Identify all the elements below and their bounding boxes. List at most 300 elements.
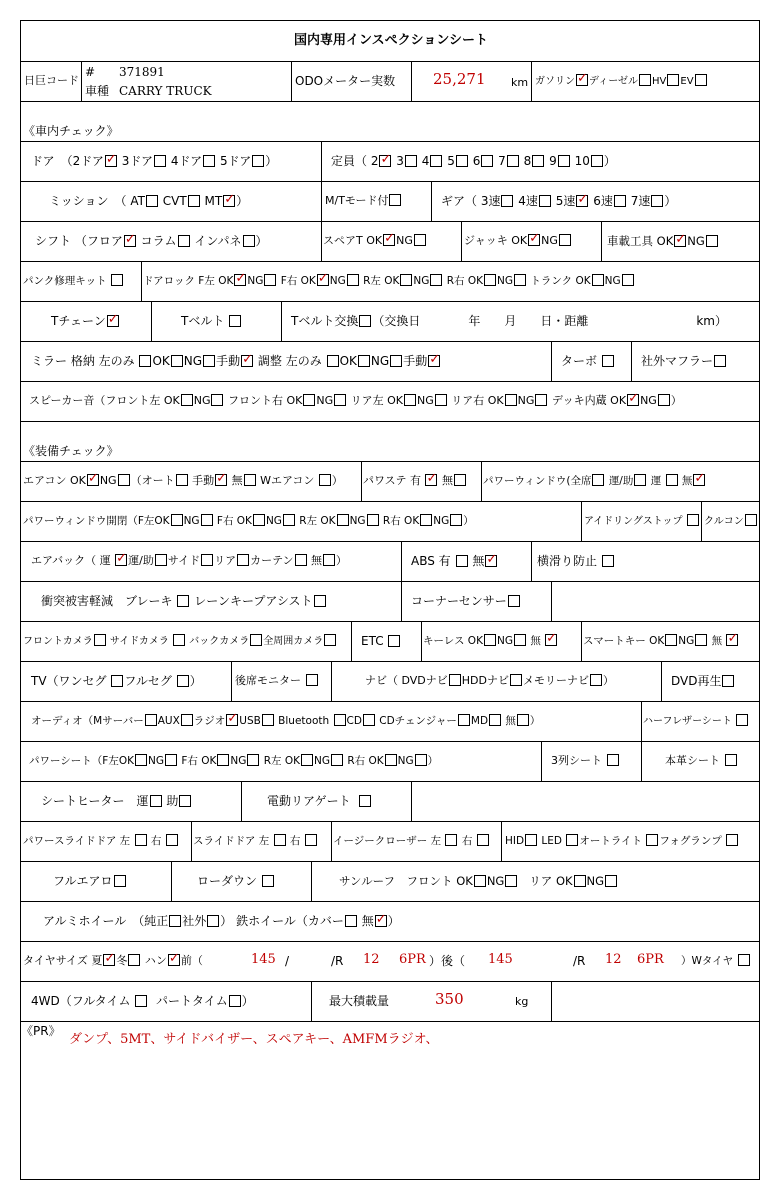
- slide-right[interactable]: [305, 834, 317, 846]
- door-4-checkbox[interactable]: [203, 155, 215, 167]
- shift-row: [35, 234, 268, 248]
- wheel-row: [43, 914, 400, 928]
- col-divider: [531, 61, 532, 101]
- alu-genuine[interactable]: [169, 915, 181, 927]
- led-checkbox[interactable]: [566, 834, 578, 846]
- power-seat-rl-ng[interactable]: [331, 754, 343, 766]
- gear-5-checkbox[interactable]: [576, 195, 588, 207]
- audio-mserver-label: オーディオ（Mサーバー: [31, 715, 144, 727]
- audio-usb[interactable]: [262, 714, 274, 726]
- dvd-play-label: DVD再生: [671, 674, 722, 688]
- fuel-hv-checkbox[interactable]: [667, 74, 679, 86]
- puncture-label: パンク修理キット: [23, 275, 107, 287]
- third-row-checkbox[interactable]: [607, 754, 619, 766]
- power-seat-rr-ng[interactable]: [415, 754, 427, 766]
- airbag-side[interactable]: [201, 554, 213, 566]
- alu-aftermarket[interactable]: [207, 915, 219, 927]
- odo-unit: km: [511, 76, 529, 89]
- hid-label: HID: [505, 835, 525, 847]
- smartkey-ng[interactable]: [695, 634, 707, 646]
- close-paren: ）: [336, 554, 348, 567]
- audio-cd-changer[interactable]: [458, 714, 470, 726]
- gear-3-checkbox[interactable]: [501, 195, 513, 207]
- aircon-auto[interactable]: [176, 474, 188, 486]
- pw-open-rr-ng[interactable]: [450, 514, 462, 526]
- steel-cover[interactable]: [345, 915, 357, 927]
- audio-bt[interactable]: [334, 714, 346, 726]
- floor-checkbox[interactable]: [124, 235, 136, 247]
- slide-left[interactable]: [274, 834, 286, 846]
- aircon-manual[interactable]: [215, 474, 227, 486]
- col-divider: [581, 501, 582, 541]
- speaker-rl-ok[interactable]: [404, 394, 416, 406]
- doorlock-fl-ok[interactable]: [234, 274, 246, 286]
- close-paren: ）: [331, 474, 343, 487]
- doorlock-rl-ok[interactable]: [400, 274, 412, 286]
- speaker-fr-ok[interactable]: [303, 394, 315, 406]
- bt-label: Bluetooth: [278, 715, 330, 727]
- cruise-checkbox[interactable]: [745, 514, 757, 526]
- powersteer-yes[interactable]: [425, 474, 437, 486]
- cruise-row: [704, 514, 758, 529]
- w-aircon-checkbox[interactable]: [319, 474, 331, 486]
- none-label: 無: [505, 715, 516, 727]
- tbelt-row: [181, 314, 242, 328]
- airbag-curtain[interactable]: [295, 554, 307, 566]
- heater-pass[interactable]: [179, 795, 191, 807]
- col-divider: [551, 341, 552, 381]
- rear-monitor-checkbox[interactable]: [306, 674, 318, 686]
- col-divider: [81, 61, 82, 101]
- aircon-ok[interactable]: [87, 474, 99, 486]
- right-label: 右: [150, 835, 162, 847]
- pw-open-fr-ng[interactable]: [283, 514, 295, 526]
- seat-checkbox[interactable]: [481, 155, 493, 167]
- turbo-checkbox[interactable]: [602, 355, 614, 367]
- ng-label: NG: [486, 874, 505, 888]
- power-seat-fl-ok[interactable]: [135, 754, 147, 766]
- ng-label: NG: [316, 394, 334, 407]
- doorlock-fl-ng[interactable]: [264, 274, 276, 286]
- close-paren: ）: [427, 755, 439, 767]
- ok-label: OK: [339, 354, 357, 368]
- lane-checkbox[interactable]: [314, 595, 326, 607]
- row-divider: [21, 741, 759, 742]
- collision-checkbox[interactable]: [177, 595, 189, 607]
- collision-row: [41, 594, 327, 608]
- jack-ng-checkbox[interactable]: [559, 234, 571, 246]
- autolight-checkbox[interactable]: [646, 834, 658, 846]
- col-divider: [401, 541, 402, 581]
- aux-label: AUX: [157, 715, 180, 727]
- row-divider: [21, 141, 759, 142]
- jack-label: ジャッキ OK: [464, 234, 528, 247]
- gear-4-checkbox[interactable]: [539, 195, 551, 207]
- navi-hdd[interactable]: [510, 674, 522, 686]
- cvt-label: CVT: [162, 194, 187, 208]
- muffler-label: 社外マフラー: [641, 354, 714, 368]
- fourwd-parttime[interactable]: [229, 995, 241, 1007]
- speaker-fr-ng[interactable]: [334, 394, 346, 406]
- fuel-hv-label: HV: [652, 76, 667, 87]
- gear-row: [441, 194, 676, 208]
- airbag-rear[interactable]: [237, 554, 249, 566]
- audio-row: [31, 714, 540, 728]
- rear-monitor-row: [235, 674, 319, 688]
- trunk-ng[interactable]: [622, 274, 634, 286]
- muffler-checkbox[interactable]: [714, 355, 726, 367]
- easy-closer-right[interactable]: [477, 834, 489, 846]
- navi-mem[interactable]: [590, 674, 602, 686]
- aircon-label: エアコン OK: [23, 474, 86, 487]
- doorlock-fr-ng[interactable]: [347, 274, 359, 286]
- idle-stop-row: [584, 514, 700, 529]
- right-label: 右: [461, 835, 473, 847]
- skid-label: 横滑り防止: [537, 554, 598, 568]
- ng-label: NG: [586, 874, 605, 888]
- speaker-deck-ng[interactable]: [658, 394, 670, 406]
- airbag-drv[interactable]: [115, 554, 127, 566]
- tire-han[interactable]: [168, 954, 180, 966]
- half-leather-row: [643, 714, 749, 729]
- fuel-diesel-label: ディーゼル: [589, 76, 638, 87]
- leather-checkbox[interactable]: [725, 754, 737, 766]
- row-divider: [21, 621, 759, 622]
- seat-checkbox[interactable]: [507, 155, 519, 167]
- smartkey-row: [583, 634, 739, 648]
- tire-r-label: /R: [573, 954, 586, 968]
- skid-row: [537, 554, 615, 568]
- fourwd-fulltime[interactable]: [135, 995, 147, 1007]
- row-divider: [21, 101, 759, 102]
- side-label: サイド: [167, 554, 201, 567]
- close-paren: ）: [603, 674, 614, 687]
- etc-checkbox[interactable]: [388, 635, 400, 647]
- dvd-play-checkbox[interactable]: [722, 675, 734, 687]
- ng-label: NG: [99, 474, 117, 487]
- hid-checkbox[interactable]: [525, 834, 537, 846]
- col-divider: [311, 981, 312, 1021]
- seat-num: 9: [549, 154, 557, 168]
- door-5-checkbox[interactable]: [252, 155, 264, 167]
- pass-label: 助: [166, 794, 179, 808]
- fuel-ev-checkbox[interactable]: [695, 74, 707, 86]
- col-divider: [411, 61, 412, 101]
- rear-gate-row: [267, 794, 372, 808]
- pw-open-fl-label: パワーウィンドウ開閉（F左OK: [23, 515, 170, 527]
- leather-row: [665, 754, 738, 768]
- rear-gate-checkbox[interactable]: [359, 795, 371, 807]
- mirror-adjust-ok[interactable]: [358, 355, 370, 367]
- spare-ng-checkbox[interactable]: [414, 234, 426, 246]
- at-checkbox[interactable]: [146, 195, 158, 207]
- lowdown-checkbox[interactable]: [262, 875, 274, 887]
- mirror-adjust-checkbox[interactable]: [327, 355, 339, 367]
- idle-stop-checkbox[interactable]: [687, 514, 699, 526]
- ng-label: NG: [687, 234, 705, 248]
- close-paren: ）: [664, 194, 677, 208]
- half-leather-checkbox[interactable]: [736, 714, 748, 726]
- tbelt-change-detail: （交換日 年 月 日・距離 km）: [372, 314, 727, 328]
- pw-open-fl-ng[interactable]: [201, 514, 213, 526]
- seat-2-checkbox[interactable]: [379, 155, 391, 167]
- inpane-checkbox[interactable]: [243, 235, 255, 247]
- side-cam-checkbox[interactable]: [173, 634, 185, 646]
- skid-checkbox[interactable]: [602, 555, 614, 567]
- jack-ok-checkbox[interactable]: [528, 234, 540, 246]
- easy-closer-left[interactable]: [445, 834, 457, 846]
- side-cam-label: サイドカメラ: [109, 636, 169, 647]
- door-2-checkbox[interactable]: [105, 155, 117, 167]
- md-label: MD: [470, 715, 489, 727]
- sunroof-rear-ng[interactable]: [605, 875, 617, 887]
- drv-label: 運: [650, 475, 662, 487]
- spare-ok-checkbox[interactable]: [383, 234, 395, 246]
- doorlock-fr-ok[interactable]: [317, 274, 329, 286]
- smartkey-none[interactable]: [726, 634, 738, 646]
- power-seat-fr-ng[interactable]: [247, 754, 259, 766]
- seat-checkbox[interactable]: [430, 155, 442, 167]
- parttime-label: パートタイム: [156, 994, 228, 1008]
- airbag-none[interactable]: [323, 554, 335, 566]
- pw-open-rl-ok[interactable]: [337, 514, 349, 526]
- col-divider: [551, 981, 552, 1021]
- mt-checkbox[interactable]: [223, 195, 235, 207]
- audio-mserver[interactable]: [145, 714, 157, 726]
- none-label: 無: [231, 474, 243, 487]
- col-divider: [701, 501, 702, 541]
- power-seat-row: [29, 754, 438, 768]
- keyless-ok[interactable]: [484, 634, 496, 646]
- fuel-gas-checkbox[interactable]: [576, 74, 588, 86]
- full-aero-checkbox[interactable]: [114, 875, 126, 887]
- gear-7-checkbox[interactable]: [651, 195, 663, 207]
- auto-label: （オート: [130, 474, 175, 487]
- speaker-fl-ng[interactable]: [211, 394, 223, 406]
- gear-7-label: 7速: [630, 194, 651, 208]
- sunroof-front-ng[interactable]: [505, 875, 517, 887]
- han-label: ハン: [144, 954, 167, 967]
- power-seat-rl-ok[interactable]: [301, 754, 313, 766]
- audio-md[interactable]: [489, 714, 501, 726]
- tchain-checkbox[interactable]: [107, 315, 119, 327]
- tire-winter[interactable]: [128, 954, 140, 966]
- foglamp-checkbox[interactable]: [726, 834, 738, 846]
- manual-label: 手動: [216, 354, 241, 368]
- steel-none[interactable]: [375, 915, 387, 927]
- keyless-none[interactable]: [545, 634, 557, 646]
- mirror-fold-manual[interactable]: [241, 355, 253, 367]
- col-divider: [481, 461, 482, 501]
- light-row: [505, 834, 739, 848]
- easy-closer-row: [333, 834, 490, 848]
- full-aero-row: [53, 874, 127, 888]
- collision-label: 衝突被害軽減 ブレーキ: [41, 594, 173, 608]
- pw-open-rl-label: R左 OK: [299, 515, 336, 527]
- col-divider: [421, 621, 422, 661]
- pw-open-fr-label: F右 OK: [216, 515, 252, 527]
- tire-summer[interactable]: [103, 954, 115, 966]
- puncture-checkbox[interactable]: [111, 274, 123, 286]
- speaker-deck-ok[interactable]: [627, 394, 639, 406]
- trunk-ok[interactable]: [592, 274, 604, 286]
- pw-none[interactable]: [693, 474, 705, 486]
- tire-row: [23, 954, 203, 968]
- none-label: 無: [530, 635, 541, 647]
- cvt-checkbox[interactable]: [188, 195, 200, 207]
- rear-label: リア: [214, 554, 237, 567]
- p-slide-right[interactable]: [166, 834, 178, 846]
- rear-gate-label: 電動リアゲート: [267, 794, 351, 808]
- drv-pass-label: 運/助: [608, 475, 634, 487]
- mirror-fold-ng[interactable]: [203, 355, 215, 367]
- navi-hdd-label: HDDナビ: [461, 674, 509, 687]
- close-paren: ）: [463, 515, 474, 527]
- seat-checkbox[interactable]: [558, 155, 570, 167]
- around-cam-checkbox[interactable]: [324, 634, 336, 646]
- row-divider: [21, 381, 759, 382]
- row-divider: [21, 61, 759, 62]
- power-seat-fr-label: F右 OK: [181, 755, 217, 767]
- smartkey-ok[interactable]: [665, 634, 677, 646]
- mirror-fold-checkbox[interactable]: [139, 355, 151, 367]
- shift-floor-label: シフト （フロア: [35, 234, 123, 248]
- column-checkbox[interactable]: [178, 235, 190, 247]
- alu-genuine-label: アルミホイール （純正: [43, 914, 169, 928]
- usb-label: USB: [239, 715, 261, 727]
- trunk-label: トランク OK: [530, 275, 591, 287]
- row-divider: [21, 701, 759, 702]
- tire-summer-label: タイヤサイズ 夏: [23, 954, 103, 967]
- heater-drv-label: シートヒーター 運: [41, 794, 149, 808]
- speaker-rr-ok[interactable]: [505, 394, 517, 406]
- seat-checkbox[interactable]: [405, 155, 417, 167]
- abs-none[interactable]: [485, 555, 497, 567]
- ok-label: OK: [152, 354, 170, 368]
- fuel-options: [535, 74, 708, 89]
- dvd-play-row: [671, 674, 735, 688]
- seats-row: [331, 154, 616, 168]
- pw-open-fl-ok[interactable]: [171, 514, 183, 526]
- doorlock-rl-ng[interactable]: [430, 274, 442, 286]
- mirror-adjust-ng[interactable]: [390, 355, 402, 367]
- full-aero-label: フルエアロ: [53, 874, 113, 888]
- airbag-drv-pass[interactable]: [155, 554, 167, 566]
- back-cam-checkbox[interactable]: [250, 634, 262, 646]
- id-label: #: [85, 65, 96, 79]
- none-label: 無: [361, 914, 374, 928]
- easy-closer-left-label: イージークローザー 左: [333, 835, 442, 847]
- mirror-row: [31, 354, 441, 368]
- tbelt-checkbox[interactable]: [229, 315, 241, 327]
- pw-open-rl-ng[interactable]: [367, 514, 379, 526]
- ng-label: NG: [496, 635, 513, 647]
- power-seat-rr-label: R右 OK: [347, 755, 384, 767]
- audio-radio[interactable]: [226, 714, 238, 726]
- pw-open-fr-ok[interactable]: [253, 514, 265, 526]
- audio-cd[interactable]: [363, 714, 375, 726]
- seat-num: 7: [498, 154, 506, 168]
- pr-label: 《PR》: [21, 1024, 61, 1038]
- navi-dvd[interactable]: [449, 674, 461, 686]
- mirror-fold-ok[interactable]: [171, 355, 183, 367]
- audio-aux[interactable]: [181, 714, 193, 726]
- fuel-diesel-checkbox[interactable]: [639, 74, 651, 86]
- power-seat-fl-ng[interactable]: [165, 754, 177, 766]
- pw-open-rr-ok[interactable]: [420, 514, 432, 526]
- mt-mode-label: M/Tモード付: [325, 194, 389, 207]
- ng-label: NG: [397, 755, 414, 767]
- tbelt-change-checkbox[interactable]: [359, 315, 371, 327]
- p-slide-left[interactable]: [135, 834, 147, 846]
- pw-drv[interactable]: [666, 474, 678, 486]
- ng-label: NG: [147, 755, 164, 767]
- navi-row: [365, 674, 614, 688]
- mt-mode-checkbox[interactable]: [389, 194, 401, 206]
- seat-checkbox[interactable]: [456, 155, 468, 167]
- sunroof-front-ok[interactable]: [474, 875, 486, 887]
- col-divider: [151, 301, 152, 341]
- odo-label: ODOメーター実数: [295, 74, 396, 88]
- aircon-ng[interactable]: [118, 474, 130, 486]
- speaker-rl-ng[interactable]: [435, 394, 447, 406]
- pw-all[interactable]: [592, 474, 604, 486]
- heater-drv[interactable]: [150, 795, 162, 807]
- doorlock-rr-ok[interactable]: [484, 274, 496, 286]
- tchain-label: Tチェーン: [51, 314, 106, 328]
- seat-checkbox[interactable]: [532, 155, 544, 167]
- audio-none[interactable]: [517, 714, 529, 726]
- seat-num: 4: [421, 154, 430, 168]
- powersteer-none[interactable]: [454, 474, 466, 486]
- sunroof-rear-ok[interactable]: [574, 875, 586, 887]
- doorlock-rr-ng[interactable]: [514, 274, 526, 286]
- power-seat-fr-ok[interactable]: [217, 754, 229, 766]
- tools-ng-checkbox[interactable]: [706, 235, 718, 247]
- tv-fullseg[interactable]: [177, 675, 189, 687]
- ng-label: NG: [314, 755, 330, 767]
- seat-checkbox[interactable]: [591, 155, 603, 167]
- power-seat-rr-ok[interactable]: [385, 754, 397, 766]
- w-tire-row: [681, 954, 751, 968]
- tire-slash: /: [285, 954, 290, 968]
- col-divider: [331, 661, 332, 701]
- tools-ok-checkbox[interactable]: [674, 235, 686, 247]
- front-cam-checkbox[interactable]: [94, 634, 106, 646]
- pw-drv-pass[interactable]: [634, 474, 646, 486]
- aircon-none[interactable]: [244, 474, 256, 486]
- tv-oneseg[interactable]: [111, 675, 123, 687]
- col-divider: [321, 181, 322, 221]
- keyless-ng[interactable]: [514, 634, 526, 646]
- w-aircon-label: Wエアコン: [260, 474, 315, 487]
- door-3-checkbox[interactable]: [154, 155, 166, 167]
- abs-yes[interactable]: [456, 555, 468, 567]
- gear-6-checkbox[interactable]: [614, 195, 626, 207]
- ng-label: NG: [517, 394, 535, 407]
- winter-label: 冬: [116, 954, 128, 967]
- ng-label: NG: [329, 275, 346, 287]
- etc-row: [361, 634, 401, 648]
- speaker-fl-ok[interactable]: [181, 394, 193, 406]
- speaker-rr-ng[interactable]: [535, 394, 547, 406]
- corner-checkbox[interactable]: [508, 595, 520, 607]
- mirror-adjust-manual[interactable]: [428, 355, 440, 367]
- fourwd-row: [31, 994, 254, 1008]
- w-tire-checkbox[interactable]: [738, 954, 750, 966]
- mission-row: [49, 194, 248, 208]
- pw-open-row: [23, 514, 474, 528]
